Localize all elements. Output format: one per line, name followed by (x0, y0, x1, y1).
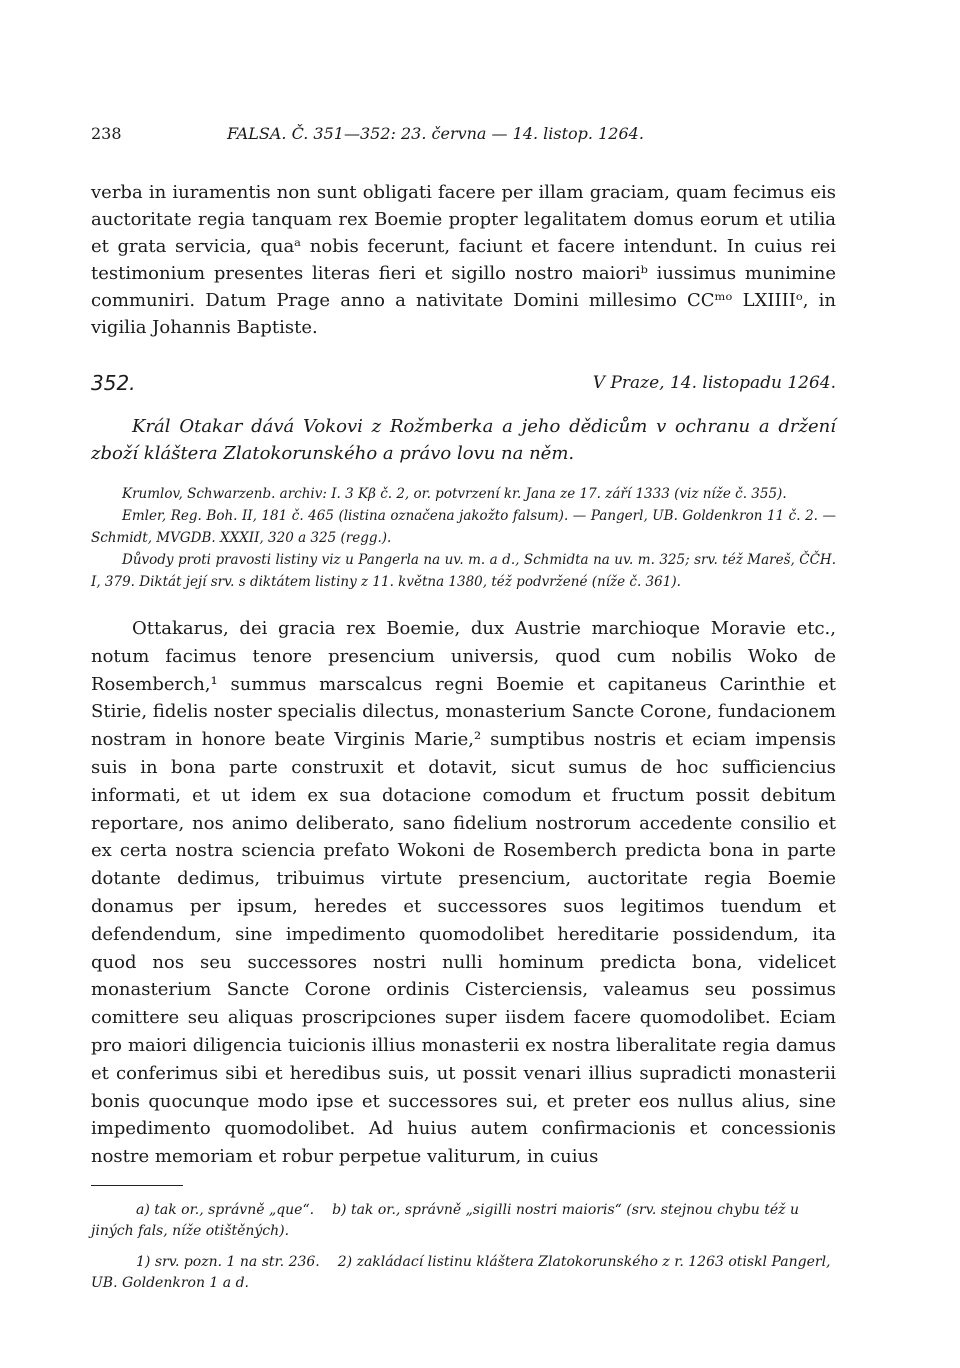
running-title: FALSA. Č. 351—352: 23. června — 14. listop. 1264. (227, 124, 644, 143)
document-heading (91, 371, 836, 399)
apparatus-entry: Krumlov, Schwarzenb. archiv: I. 3 Kβ č. 2, or. potvrzení kr. Jana ze 17. září 1333 (viz níže č. 355). (122, 486, 787, 502)
textual-note: a) tak or., správně „que“. (136, 1201, 315, 1218)
textual-note: b) tak or., správně „sigilli nostri maioris“ (srv. stejnou chybu též u jiných fals, níže otištěných). (91, 1201, 800, 1239)
source-apparatus (91, 483, 836, 593)
apparatus-entry: Emler, Reg. Boh. II, 181 č. 465 (listina označena jakožto falsum). — Pangerl, UB. Goldenkron 11 č. 2. — Schmidt, MVGDB. XXXII, 320 a 325 (regg.). (91, 508, 836, 546)
explanatory-notes (91, 1252, 836, 1294)
textual-notes (91, 1200, 836, 1242)
footnotes (91, 1200, 836, 1294)
continuation-paragraph: verba in iuramentis non sunt obligati facere per illam graciam, quam fecimus eis auctoritate regia tanquam rex Boemie propter legalitatem domus eorum et utilia et grata servicia, quaᵃ nobis fecerunt, faciunt et facere intendunt. In cuius rei testimonium presentes literas fieri et sigillo nostro maioriᵇ iussimus munimine communiri. Datum Prage anno a nativitate Domini millesimo CCᵐᵒ LXIIIIᵒ, in vigilia Johannis Baptiste. (91, 182, 836, 338)
page-header (91, 124, 836, 154)
page (91, 124, 836, 1294)
document-text: Ottakarus, dei gracia rex Boemie, dux Austrie marchioque Moravie etc., notum facimus tenore presencium universis, quod cum nobilis Woko de Rosemberch,¹ summus marscalcus regni Boemie et capitaneus Carinthie et Stirie, fidelis noster specialis dilectus, monasterium Sancte Corone, fundacionem nostram in honore beate Virginis Marie,² sumptibus nostris et eciam impensis suis in bona parte construxit et dotavit, sicut sumus de hoc sufficiencius informati, et ut idem ex sua dotacione comodum et fructum possit debitum reportare, nos animo deliberato, sano fidelium nostrorum accedente consilio et ex certa nostra sciencia prefato Wokoni de Rosemberch predicta bona in parte dotante dedimus, tribuimus virtute presencium, auctoritate regia Boemie donamus per ipsum, heredes et successores suos legitimos tuendum et defendendum, sine impedimento quomodolibet hereditarie possidendum, ita quod nos seu successores nostri nulli hominum predicta bona, videlicet monasterium Sancte Corone ordinis Cisterciensis, valeamus seu possimus comittere seu aliquas proscripciones super iisdem facere quomodolibet. Eciam pro maiori diligencia tuicionis illius monasterii ex nostra liberalitate regia damus et conferimus sibi et heredibus suis, ut possit venari illius supradicti monasterii bonis quocunque modo ipse et successores sui, et preter eos nullus alius, sine impedimento quomodolibet. Ad huius autem confirmacionis et concessionis nostre memoriam et robur perpetue valiturum, in cuius (91, 618, 836, 1168)
document-number: 352. (91, 371, 136, 395)
footnote-rule (91, 1185, 183, 1186)
page-number: 238 (91, 124, 122, 143)
document-place-date: V Praze, 14. listopadu 1264. (592, 373, 836, 393)
explanatory-note: 2) zakládací listinu kláštera Zlatokorunského z r. 1263 otiskl Pangerl, UB. Goldenkron 1 a d. (91, 1253, 831, 1291)
apparatus-entry: Důvody proti pravosti listiny viz u Pangerla na uv. m. a d., Schmidta na uv. m. 325; srv. též Mareš, ČČH. I, 379. Diktát její srv. s diktátem listiny z 11. května 1380, též podvržené (níže č. 361). (91, 552, 836, 590)
document-regest: Král Otakar dává Vokovi z Rožmberka a jeho dědicům v ochranu a držení zboží kláštera Zlatokorunského a právo lovu na něm. (91, 416, 836, 464)
explanatory-note: 1) srv. pozn. 1 na str. 236. (136, 1253, 320, 1270)
